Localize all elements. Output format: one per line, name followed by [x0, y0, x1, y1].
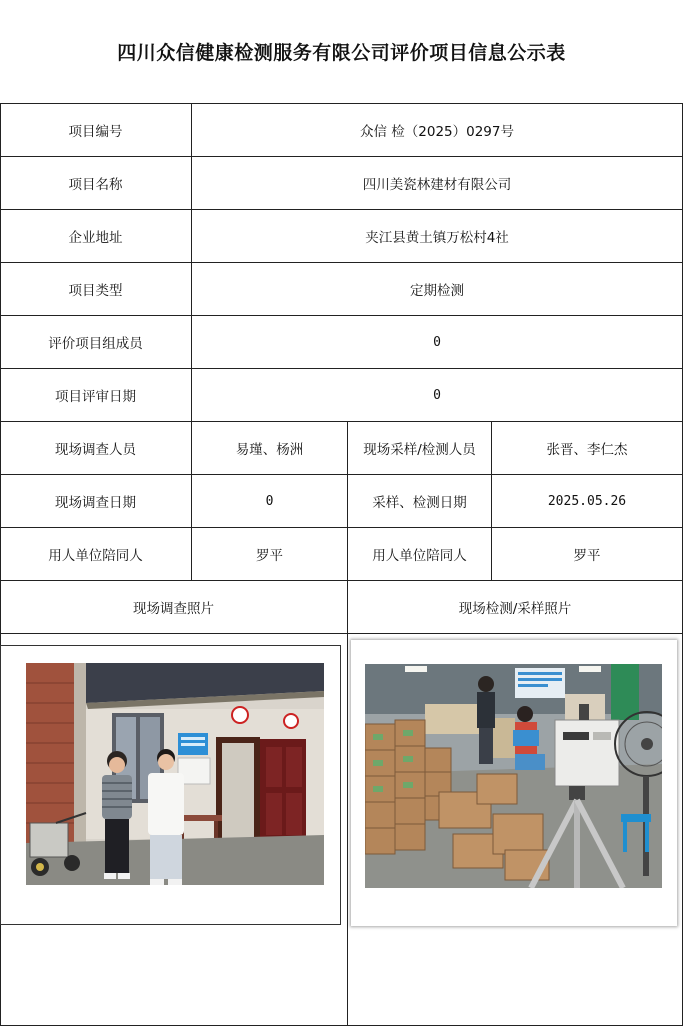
project-no-value: 众信 检（2025）0297号	[359, 124, 514, 140]
sampling-photo-header: 现场检测/采样照片	[458, 601, 572, 617]
escort-label-2: 用人单位陪同人	[372, 548, 467, 564]
address-label: 企业地址	[68, 230, 123, 246]
survey-date-value: 0	[265, 493, 274, 509]
project-name-label: 项目名称	[68, 177, 123, 193]
address-value: 夹江县黄土镇万松村4社	[365, 230, 509, 246]
members-label: 评价项目组成员	[48, 336, 143, 352]
review-date-value: 0	[433, 387, 441, 403]
sampling-staff-value: 张晋、李仁杰	[546, 442, 628, 458]
review-date-label: 项目评审日期	[55, 389, 136, 405]
page-title: 四川众信健康检测服务有限公司评价项目信息公示表	[117, 42, 566, 64]
survey-photo	[26, 663, 324, 885]
escort-label: 用人单位陪同人	[48, 548, 143, 564]
sampling-date-value: 2025.05.26	[547, 493, 627, 509]
escort-value: 罗平	[256, 548, 283, 564]
escort-value-2: 罗平	[573, 548, 601, 564]
sampling-date-label: 采样、检测日期	[372, 495, 467, 511]
project-no-label: 项目编号	[68, 124, 123, 140]
members-value: 0	[433, 334, 441, 350]
project-name-value: 四川美瓷林建材有限公司	[362, 177, 512, 193]
survey-photo-header: 现场调查照片	[133, 601, 214, 617]
survey-staff-value: 易瑾、杨洲	[235, 442, 304, 458]
project-type-value: 定期检测	[410, 283, 464, 299]
project-type-label: 项目类型	[68, 283, 123, 299]
survey-date-label: 现场调查日期	[55, 495, 136, 511]
sampling-photo	[365, 664, 662, 888]
survey-staff-label: 现场调查人员	[55, 442, 136, 458]
sampling-staff-label: 现场采样/检测人员	[363, 442, 476, 458]
